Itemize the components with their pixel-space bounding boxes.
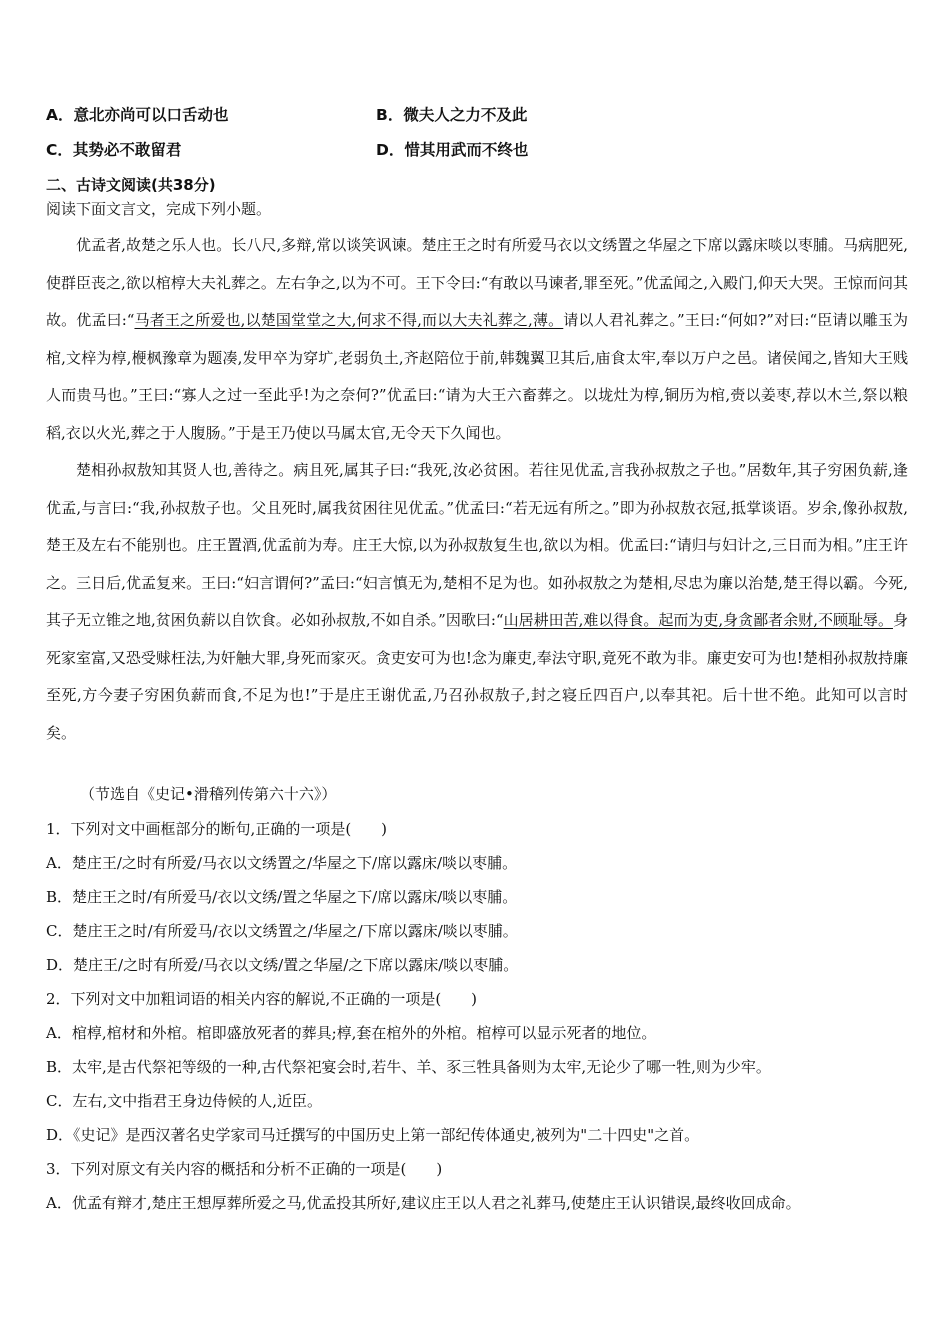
question-1-option-b[interactable]: B．楚庄王之时/有所爱马/衣以文绣/置之华屋之下/席以露床/啖以枣脯。 bbox=[46, 888, 518, 906]
question-3-option-a[interactable]: A．优孟有辩才,楚庄王想厚葬所爱之马,优孟投其所好,建议庄王以人君之礼葬马,使楚庄王认识错误,最终收回成命。 bbox=[46, 1194, 801, 1212]
option-d[interactable]: D．惜其用武而不终也 bbox=[376, 141, 529, 159]
question-2-option-a[interactable]: A．棺椁,棺材和外棺。棺即盛放死者的葬具;椁,套在棺外的外棺。棺椁可以显示死者的地位。 bbox=[46, 1024, 657, 1042]
underlined-sentence-1: 马者王之所爱也,以楚国堂堂之大,何求不得,而以大夫礼葬之,薄。 bbox=[134, 311, 564, 329]
option-a[interactable]: A．意北亦尚可以口舌动也 bbox=[46, 106, 229, 124]
section-title: 二、古诗文阅读(共38分) bbox=[46, 176, 216, 194]
option-b[interactable]: B．微夫人之力不及此 bbox=[376, 106, 528, 124]
question-2-option-c[interactable]: C．左右,文中指君王身边侍候的人,近臣。 bbox=[46, 1092, 323, 1110]
question-2-stem: 2．下列对文中加粗词语的相关内容的解说,不正确的一项是( ) bbox=[46, 990, 478, 1008]
classical-passage bbox=[46, 227, 908, 752]
passage-source: （节选自《史记•滑稽列传第六十六》） bbox=[80, 785, 337, 803]
underlined-sentence-2: 山居耕田苦,难以得食。起而为吏,身贪鄙者余财,不顾耻辱。 bbox=[503, 611, 893, 629]
paragraph-1-text-a: 优孟者,故楚之乐人也。长八尺,多辩,常以谈笑讽谏。楚庄王之时有所爱马衣以文绣置之华屋之下席以露床啖以枣脯。马病肥死,使群臣丧之,欲以棺椁大夫礼葬之。左右争之,以为不可。王下令曰:“有敢以马谏者,罪至死。”优孟闻之,入殿门,仰天大哭。王惊而问其故。优孟曰:“ bbox=[46, 236, 908, 329]
paragraph-2-text-b: 身死家室富,又恐受赇枉法,为奸触大罪,身死而家灭。贪吏安可为也!念为廉吏,奉法守职,竟死不敢为非。廉吏安可为也!楚相孙叔敖持廉至死,方今妻子穷困负薪而食,不足为也!”于是庄王谢优孟,乃召孙叔敖子,封之寝丘四百户,以奉其祀。后十世不绝。此知可以言时矣。 bbox=[46, 611, 908, 742]
question-1-option-a[interactable]: A．楚庄王/之时有所爱/马衣以文绣置之/华屋之下/席以露床/啖以枣脯。 bbox=[46, 854, 518, 872]
option-c[interactable]: C．其势必不敢留君 bbox=[46, 141, 182, 159]
question-1-stem: 1．下列对文中画框部分的断句,正确的一项是( ) bbox=[46, 820, 388, 838]
paragraph-1-text-b: 请以人君礼葬之。”王曰:“何如?”对曰:“臣请以雕玉为棺,文梓为椁,楩枫豫章为题凑,发甲卒为穿圹,老弱负土,齐赵陪位于前,韩魏翼卫其后,庙食太牢,奉以万户之邑。诸侯闻之,皆知大王贱人而贵马也。”王曰:“寡人之过一至此乎!为之奈何?”优孟曰:“请为大王六畜葬之。以垅灶为椁,铜历为棺,赍以姜枣,荐以木兰,祭以粮稻,衣以火光,葬之于人腹肠。”于是王乃使以马属太官,无令天下久闻也。 bbox=[46, 311, 909, 442]
question-3-stem: 3．下列对原文有关内容的概括和分析不正确的一项是( ) bbox=[46, 1160, 443, 1178]
passage-paragraph-1 bbox=[46, 227, 908, 452]
question-1-option-c[interactable]: C．楚庄王之时/有所爱马/衣以文绣置之/华屋之/下席以露床/啖以枣脯。 bbox=[46, 922, 518, 940]
passage-paragraph-2 bbox=[46, 452, 908, 752]
question-2-option-d[interactable]: D．《史记》是西汉著名史学家司马迁撰写的中国历史上第一部纪传体通史,被列为"二十四史"之首。 bbox=[46, 1126, 700, 1144]
reading-instruction: 阅读下面文言文，完成下列小题。 bbox=[46, 200, 272, 218]
question-2-option-b[interactable]: B．太牢,是古代祭祀等级的一种,古代祭祀宴会时,若牛、羊、豕三牲具备则为太牢,无论少了哪一牲,则为少牢。 bbox=[46, 1058, 771, 1076]
question-1-option-d[interactable]: D．楚庄王/之时有所爱/马衣以文绣/置之华屋/之下席以露床/啖以枣脯。 bbox=[46, 956, 519, 974]
paragraph-2-text-a: 楚相孙叔敖知其贤人也,善待之。病且死,属其子曰:“我死,汝必贫困。若往见优孟,言我孙叔敖之子也。”居数年,其子穷困负薪,逢优孟,与言曰:“我,孙叔敖子也。父且死时,属我贫困往见优孟。”优孟曰:“若无远有所之。”即为孙叔敖衣冠,抵掌谈语。岁余,像孙叔敖,楚王及左右不能别也。庄王置酒,优孟前为寿。庄王大惊,以为孙叔敖复生也,欲以为相。优孟曰:“请归与妇计之,三日而为相。”庄王许之。三日后,优孟复来。王曰:“妇言谓何?”孟曰:“妇言慎无为,楚相不足为也。如孙叔敖之为楚相,尽忠为廉以治楚,楚王得以霸。今死,其子无立锥之地,贫困负薪以自饮食。必如孙叔敖,不如自杀。”因歌曰:“ bbox=[46, 461, 909, 629]
